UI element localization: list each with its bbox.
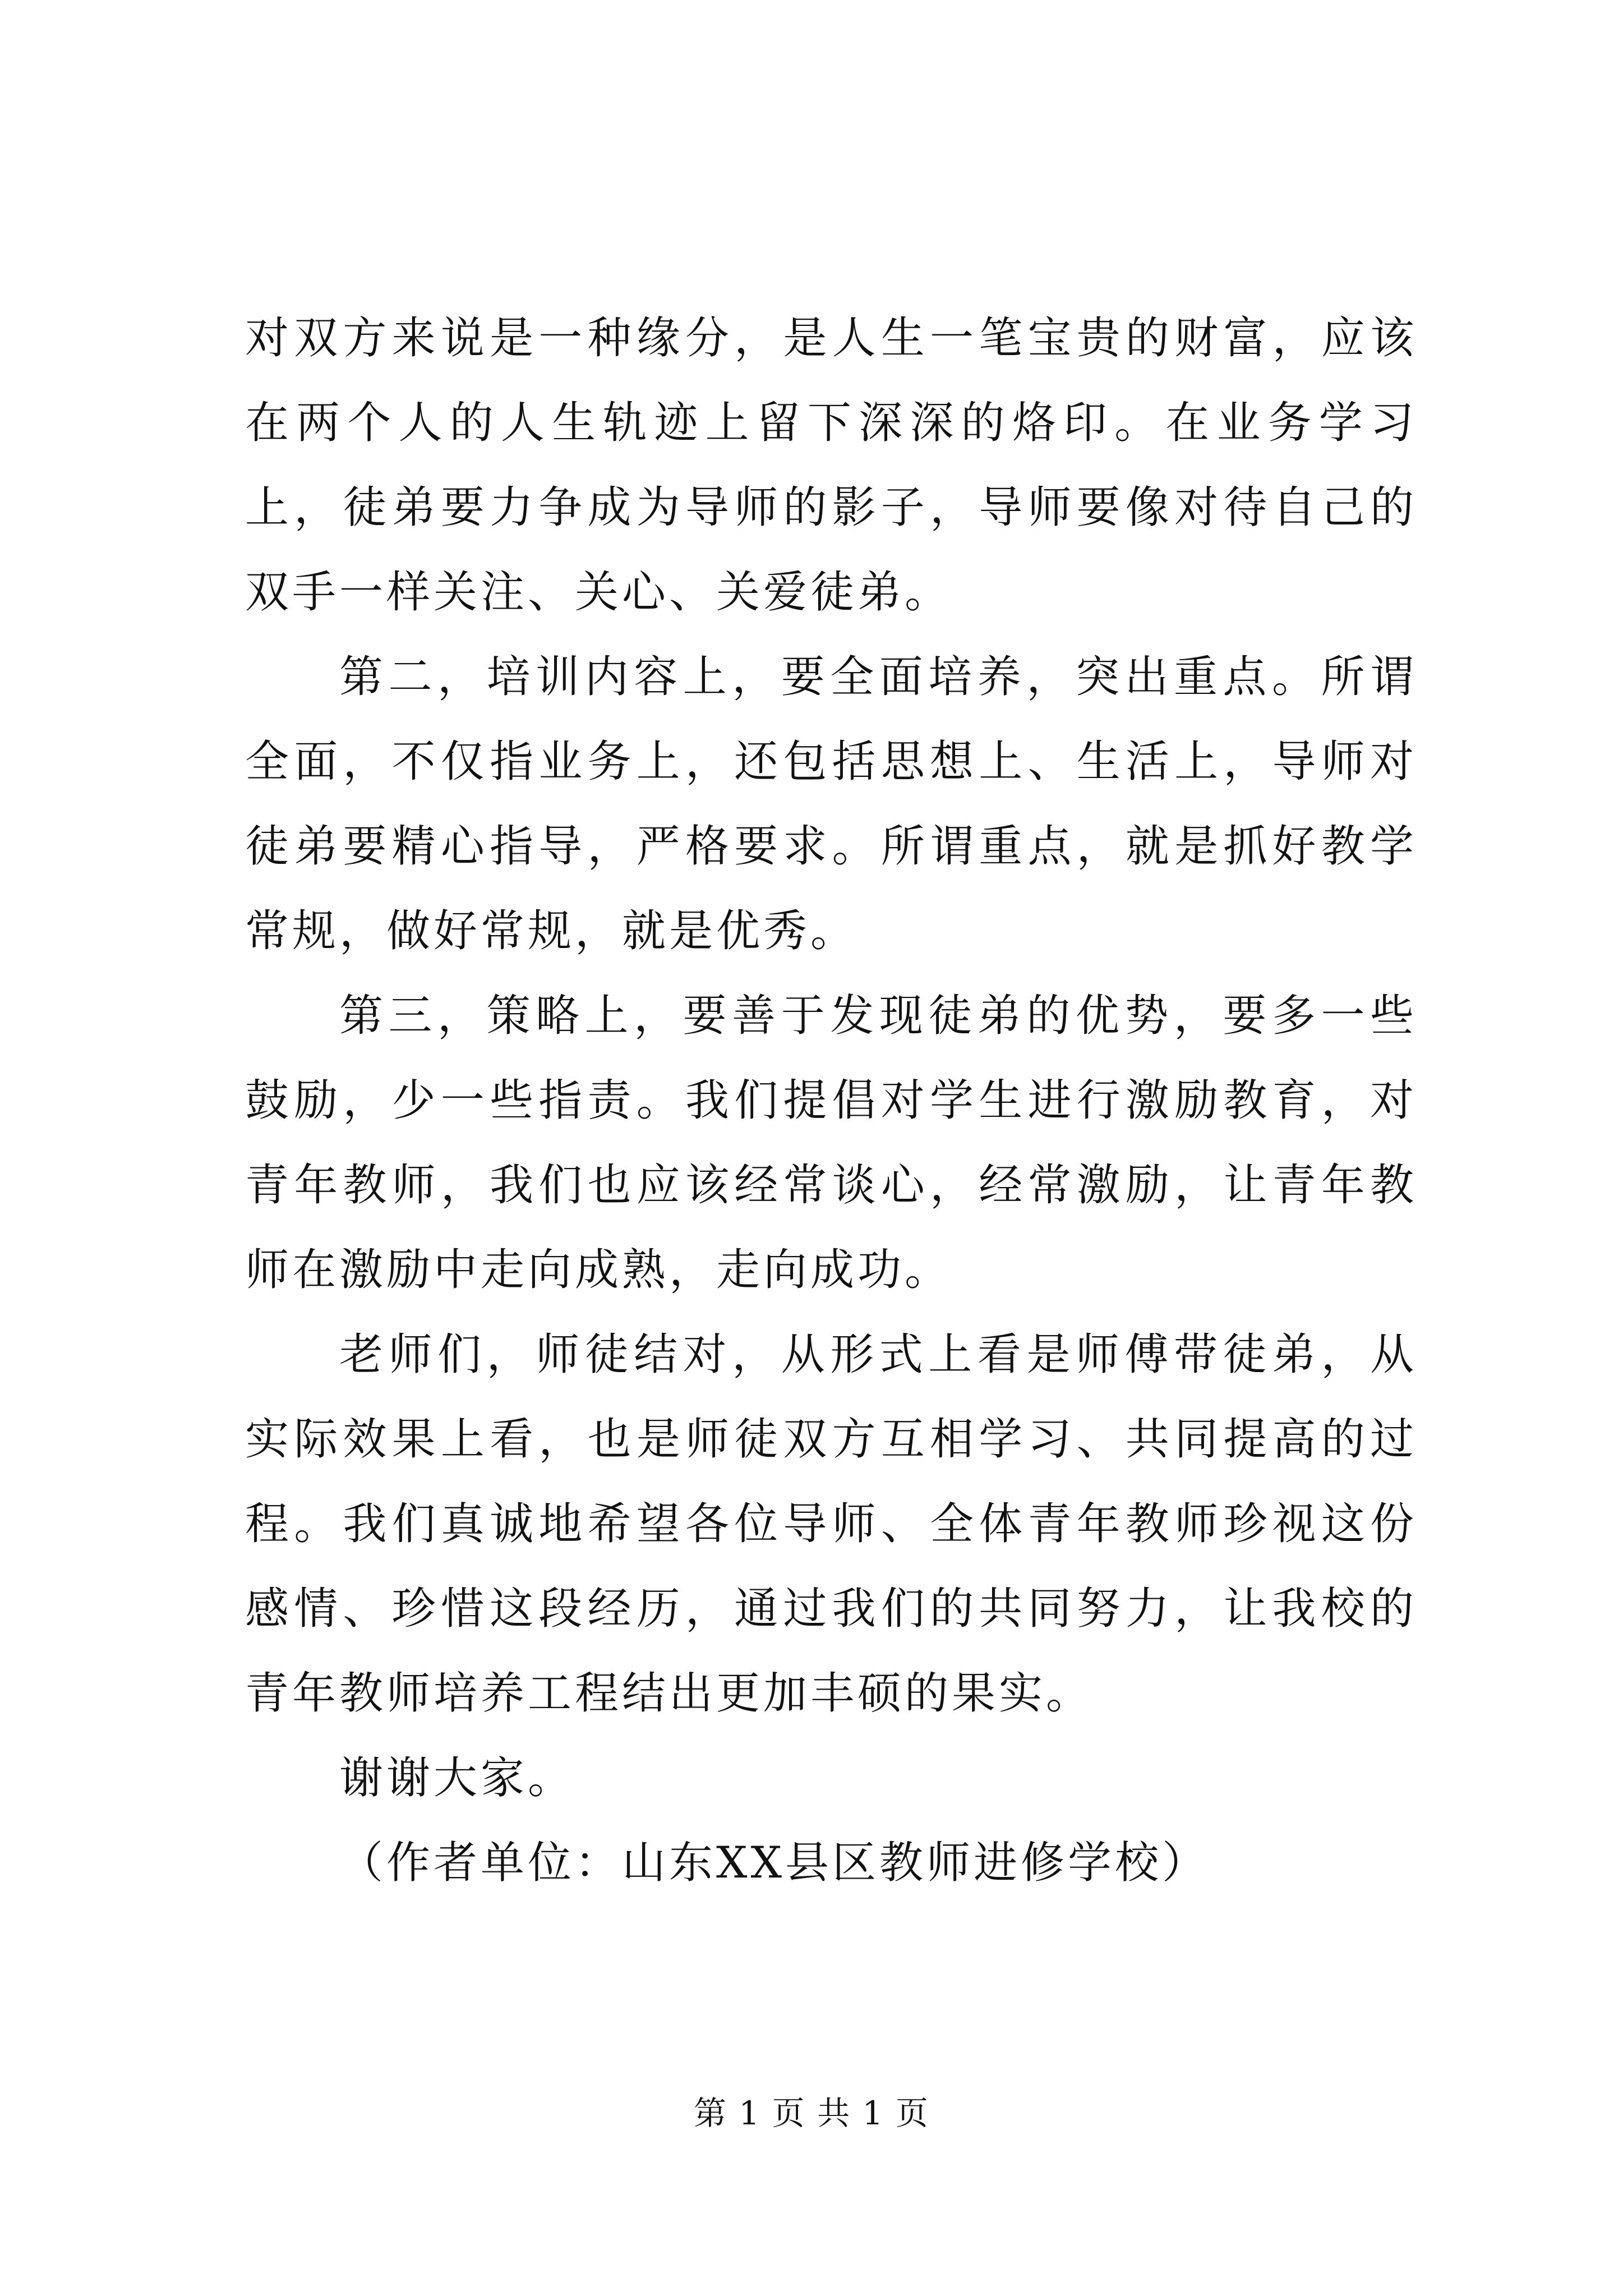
author-affiliation: （作者单位：山东XX县区教师进修学校）: [339, 1838, 1210, 1888]
document-body: [245, 296, 1417, 1906]
paragraph-closing: 老师们，师徒结对，从形式上看是师傅带徒弟，从实际效果上看，也是师徒双方互相学习、共同提高的过程。我们真诚地希望各位导师、全体青年教师珍视这份感情、珍惜这段经历，通过我们的共同努力，让我校的青年教师培养工程结出更加丰硕的果实。: [245, 1329, 1417, 1719]
paragraph-third-point: 第三，策略上，要善于发现徒弟的优势，要多一些鼓励，少一些指责。我们提倡对学生进行激励教育，对青年教师，我们也应该经常谈心，经常激励，让青年教师在激励中走向成熟，走向成功。: [245, 991, 1417, 1295]
paragraph-thanks: 谢谢大家。: [339, 1753, 575, 1803]
paragraph-second-point: 第二，培训内容上，要全面培养，突出重点。所谓全面，不仅指业务上，还包括思想上、生活上，导师对徒弟要精心指导，严格要求。所谓重点，就是抓好教学常规，做好常规，就是优秀。: [245, 652, 1417, 956]
paragraph-continuation: 对双方来说是一种缘分，是人生一笔宝贵的财富，应该在两个人的人生轨迹上留下深深的烙印。在业务学习上，徒弟要力争成为导师的影子，导师要像对待自己的双手一样关注、关心、关爱徒弟。: [245, 313, 1417, 618]
page-footer: 第 1 页 共 1 页: [694, 2094, 929, 2132]
